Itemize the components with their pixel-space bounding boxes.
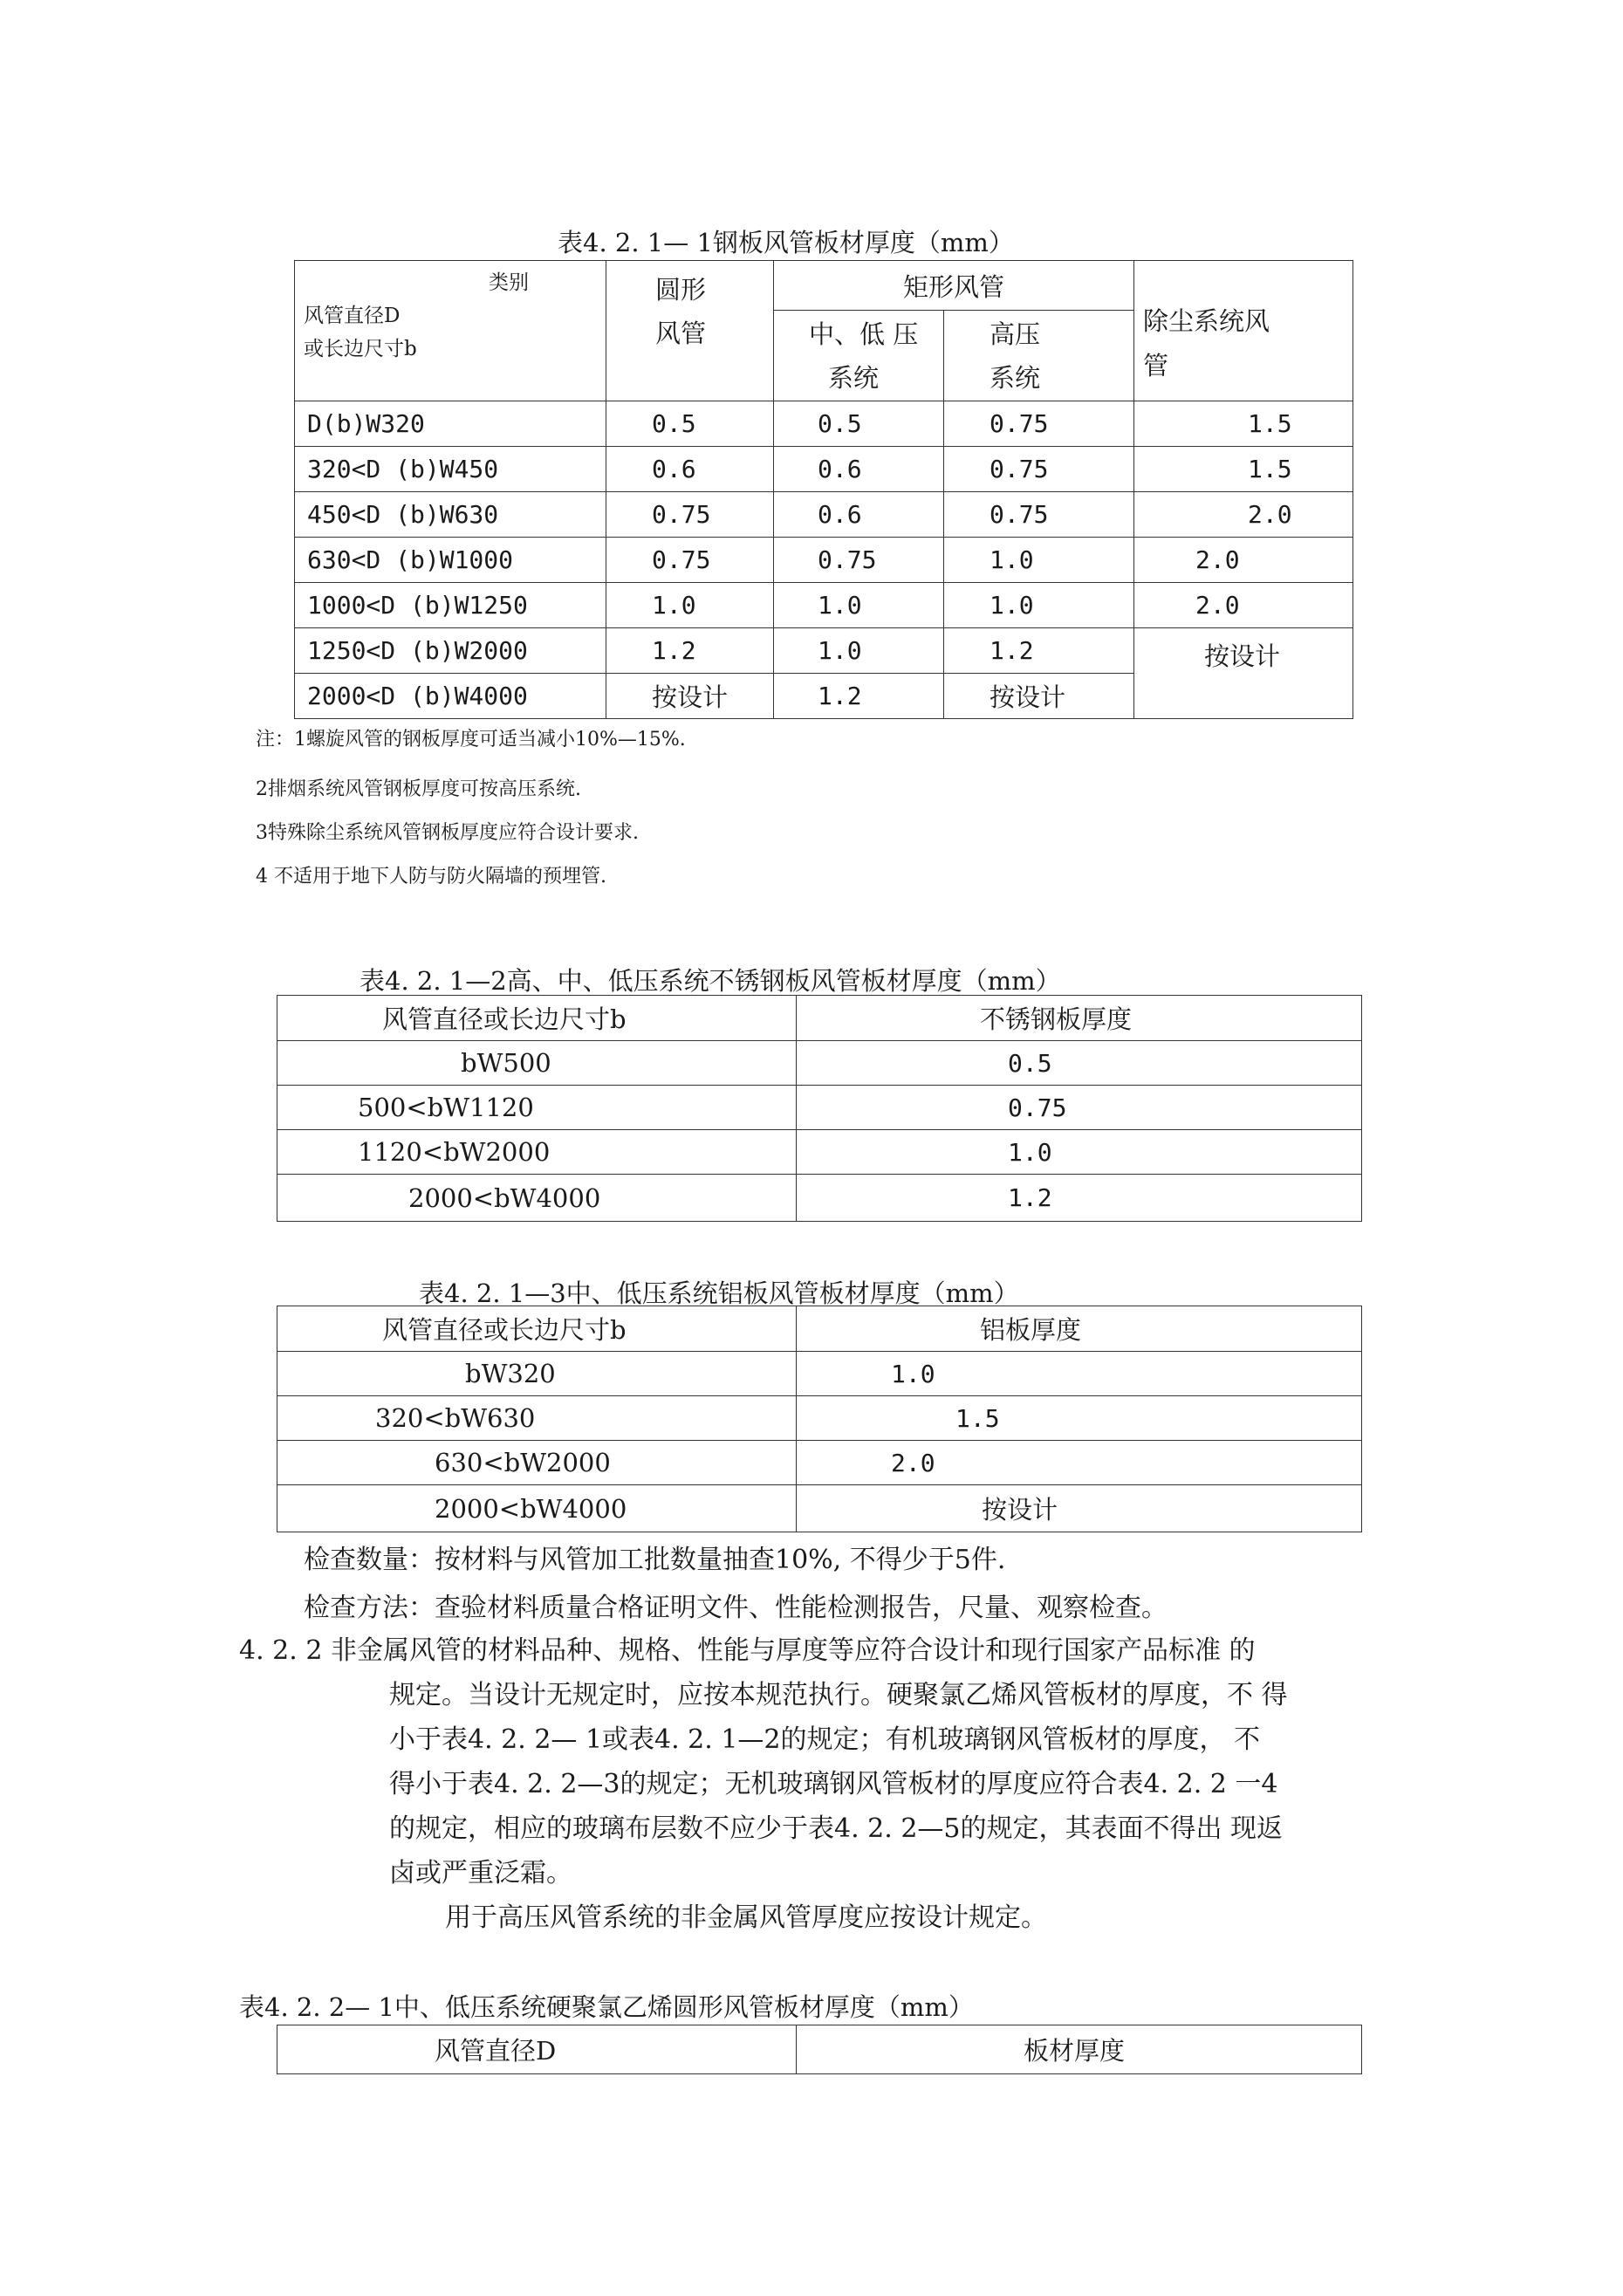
clause-line-3: 小于表4. 2. 2— 1或表4. 2. 1—2的规定；有机玻璃钢风管板材的厚度， 不	[389, 1724, 1261, 1755]
table1-header-cell	[295, 261, 606, 401]
high-pressure-header: 高压 系统	[944, 311, 1134, 401]
table-row: 1250<D (b)W2000 1.2 1.0 1.2 按设计	[295, 628, 1353, 674]
table-row: bW320 1.0	[277, 1352, 1362, 1396]
table-row: 2000<D (b)W4000 按设计 1.2 按设计	[295, 674, 1353, 719]
mid-low-pressure-header: 中、低 压 系统	[774, 311, 944, 401]
table3-col2-header: 铝板厚度	[797, 1306, 1362, 1352]
table4-col1-header: 风管直径D	[277, 2025, 797, 2074]
table3-caption: 表4. 2. 1—3中、低压系统铝板风管板材厚度（mm）	[419, 1278, 1019, 1308]
inspection-quantity: 检查数量：按材料与风管加工批数量抽查10%, 不得少于5件.	[304, 1545, 1006, 1575]
pvc-thickness-table	[277, 2025, 1362, 2074]
table1-note-4: 4 不适用于地下人防与防火隔墙的预埋管.	[256, 866, 606, 888]
table-row: 1120<bW2000 1.0	[277, 1130, 1362, 1175]
clause-extra: 用于高压风管系统的非金属风管厚度应按设计规定。	[445, 1902, 1047, 1933]
clause-line-4: 得小于表4. 2. 2—3的规定；无机玻璃钢风管板材的厚度应符合表4. 2. 2 一4	[389, 1769, 1278, 1799]
table-row: 2000<bW4000 按设计	[277, 1485, 1362, 1532]
steel-thickness-table	[294, 260, 1353, 719]
table-row: 2000<bW4000 1.2	[277, 1175, 1362, 1222]
table-row: 320<D (b)W450 0.6 0.6 0.75 1.5	[295, 447, 1353, 492]
table2-col2-header: 不锈钢板厚度	[797, 996, 1362, 1041]
table1-note-1: 注：1螺旋风管的钢板厚度可适当减小10%—15%.	[256, 729, 686, 750]
table-row: 630<bW2000 2.0	[277, 1441, 1362, 1485]
aluminum-thickness-table	[277, 1306, 1362, 1532]
table-row: 1000<D (b)W1250 1.0 1.0 1.0 2.0	[295, 583, 1353, 628]
table-row: 630<D (b)W1000 0.75 0.75 1.0 2.0	[295, 538, 1353, 583]
clause-line-1: 4. 2. 2 非金属风管的材料品种、规格、性能与厚度等应符合设计和现行国家产品标准 的	[239, 1635, 1256, 1666]
clause-line-2: 规定。当设计无规定时，应按本规范执行。硬聚氯乙烯风管板材的厚度，不 得	[389, 1680, 1288, 1710]
table1-note-3: 3特殊除尘系统风管钢板厚度应符合设计要求.	[256, 822, 639, 844]
stainless-thickness-table	[277, 995, 1362, 1222]
rect-duct-header: 矩形风管	[774, 261, 1134, 311]
row-label-side: 或长边尺寸b	[304, 338, 417, 360]
table-row: 500<bW1120 0.75	[277, 1086, 1362, 1130]
table3-col1-header: 风管直径或长边尺寸b	[277, 1306, 797, 1352]
table-row: D(b)W320 0.5 0.5 0.75 1.5	[295, 401, 1353, 447]
table4-caption: 表4. 2. 2— 1中、低压系统硬聚氯乙烯圆形风管板材厚度（mm）	[239, 1992, 974, 2022]
inspection-method: 检查方法：查验材料质量合格证明文件、性能检测报告，尺量、观察检查。	[304, 1593, 1168, 1623]
clause-line-5: 的规定，相应的玻璃布层数不应少于表4. 2. 2—5的规定，其表面不得出 现返	[389, 1813, 1284, 1844]
category-label: 类别	[489, 271, 529, 294]
dust-system-header: 除尘系统风 管	[1134, 261, 1353, 401]
clause-line-6: 卤或严重泛霜。	[389, 1858, 572, 1888]
table-row: bW500 0.5	[277, 1041, 1362, 1086]
round-duct-header: 圆形 风管	[606, 261, 774, 401]
table2-caption: 表4. 2. 1—2高、中、低压系统不锈钢板风管板材厚度（mm）	[360, 966, 1061, 996]
table1-caption: 表4. 2. 1— 1钢板风管板材厚度（mm）	[558, 228, 1014, 257]
table1-note-2: 2排烟系统风管钢板厚度可按高压系统.	[256, 778, 581, 800]
table-row: 450<D (b)W630 0.75 0.6 0.75 2.0	[295, 492, 1353, 538]
row-label-diameter: 风管直径D	[304, 305, 401, 327]
table-row: 320<bW630 1.5	[277, 1396, 1362, 1441]
table2-col1-header: 风管直径或长边尺寸b	[277, 996, 797, 1041]
table4-col2-header: 板材厚度	[797, 2025, 1362, 2074]
